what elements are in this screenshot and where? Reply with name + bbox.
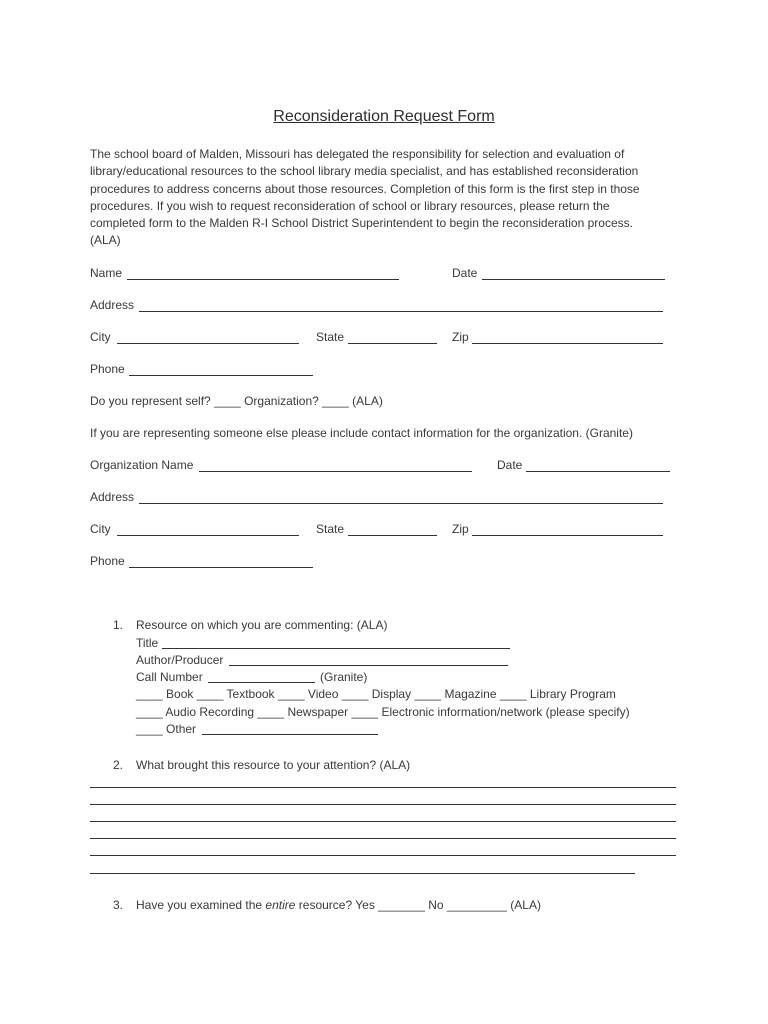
q3-text-after: resource? Yes _______ No _________ (ALA) (295, 898, 541, 912)
q1-other-field[interactable] (202, 734, 378, 735)
zip-field[interactable] (472, 343, 663, 344)
q1-options-row1: ____ Book ____ Textbook ____ Video ____ Display ____ Magazine ____ Library Program (136, 687, 616, 701)
city-label: City (90, 330, 111, 344)
q1-author-field[interactable] (229, 665, 508, 666)
form-title: Reconsideration Request Form (273, 108, 495, 125)
q2-answer-line[interactable] (90, 838, 676, 839)
address-field[interactable] (139, 311, 663, 312)
state-field[interactable] (348, 343, 437, 344)
q1-title-field[interactable] (162, 648, 510, 649)
q1-other-label: ____ Other (136, 722, 197, 736)
zip-label: Zip (452, 330, 469, 344)
org-date-field[interactable] (526, 471, 670, 472)
name-field[interactable] (127, 279, 399, 280)
org-phone-label: Phone (90, 554, 125, 568)
org-phone-field[interactable] (129, 567, 313, 568)
q2-answer-line[interactable] (90, 855, 676, 856)
org-zip-label: Zip (452, 522, 469, 536)
org-city-label: City (90, 522, 111, 536)
q3-text (136, 898, 541, 912)
q1-options-row2: ____ Audio Recording ____ Newspaper ____ Electronic information/network (please specify) (136, 705, 630, 719)
q3-text-before: Have you examined the (136, 898, 266, 912)
intro-paragraph: The school board of Malden, Missouri has delegated the responsibility for selection and evaluation of library/educational resources to the school library media specialist, and has established reconsideration procedures to address concerns about those resources. Completion of this form is the first step in those procedures. If you wish to request reconsideration of school or library resources, please return the completed form to the Malden R-I School District Superintendent to begin the reconsideration process. (ALA) (90, 147, 640, 248)
org-zip-field[interactable] (472, 535, 663, 536)
org-name-field[interactable] (199, 471, 472, 472)
state-label: State (316, 330, 345, 344)
city-field[interactable] (117, 343, 299, 344)
q3-number: 3. (113, 898, 124, 912)
phone-label: Phone (90, 362, 125, 376)
org-date-label: Date (497, 458, 523, 472)
q2-answer-line[interactable] (90, 804, 676, 805)
q2-answer-line[interactable] (90, 821, 676, 822)
q1-title-label: Title (136, 636, 159, 650)
date-field[interactable] (482, 279, 665, 280)
q1-call-number-label: Call Number (136, 670, 203, 684)
address-label: Address (90, 298, 135, 312)
org-state-field[interactable] (348, 535, 437, 536)
q3-text-emphasis: entire (265, 898, 296, 912)
q1-call-number-field[interactable] (208, 682, 315, 683)
org-state-label: State (316, 522, 345, 536)
q1-author-label: Author/Producer (136, 653, 224, 667)
q2-text: What brought this resource to your attention? (ALA) (136, 758, 411, 772)
name-label: Name (90, 266, 123, 280)
organization-note: If you are representing someone else please include contact information for the organization. (Granite) (90, 426, 633, 440)
represent-question: Do you represent self? ____ Organization? ____ (ALA) (90, 394, 383, 408)
q2-number: 2. (113, 758, 124, 772)
org-city-field[interactable] (117, 535, 299, 536)
q1-text: Resource on which you are commenting: (ALA) (136, 618, 388, 632)
org-name-label: Organization Name (90, 458, 194, 472)
q2-answer-line[interactable] (90, 787, 676, 788)
org-address-label: Address (90, 490, 135, 504)
q1-number: 1. (113, 618, 124, 632)
org-address-field[interactable] (139, 503, 663, 504)
q2-answer-line[interactable] (90, 873, 635, 874)
q1-call-number-suffix: (Granite) (320, 670, 368, 684)
phone-field[interactable] (129, 375, 313, 376)
date-label: Date (452, 266, 478, 280)
